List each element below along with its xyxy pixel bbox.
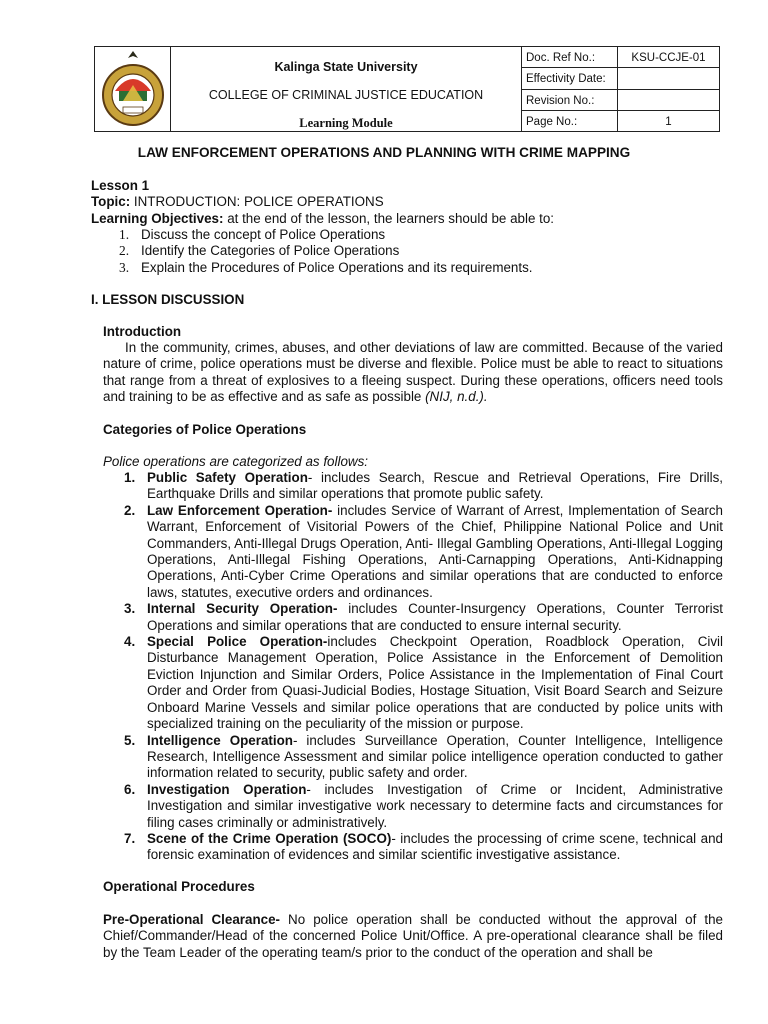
effectivity-date-row [522,68,719,89]
item-number: 7. [124,830,136,846]
item-number: 3. [124,601,136,617]
item-text: - includes Investigation of Crime or Incident, Administrative Investigation and similar investigative work necessary to determine facts and circumstances for filing cases criminally or administratively. [147,781,723,830]
topic-line [91,194,723,210]
item-number: 1. [119,227,130,242]
intro-paragraph [103,340,723,406]
list-item [124,601,723,634]
college-name: COLLEGE OF CRIMINAL JUSTICE EDUCATION [208,88,484,102]
item-text: - includes the processing of crime scene, technical and forensic examination of evidences and similar scientific investigative assistance. [147,830,723,863]
categories-list [124,470,723,864]
field-label: Revision No.: [522,90,618,110]
list-item [124,470,723,503]
clearance-text: No police operation shall be conducted without the approval of the Chief/Commander/Head of the concerned Police Unit/Office. A pre-operational clearance shall be filed by the Team Leader of the operating team/s prior to the conduct of the operation and shall be [103,912,723,960]
list-item [124,831,723,864]
objectives-label: Learning Objectives: [91,210,224,226]
list-item [119,227,719,243]
item-number: 6. [124,781,136,797]
item-text: includes Counter-Insurgency Operations, Counter Terrorist Operations and similar operations that are conducted to ensure internal security. [147,601,723,633]
revision-row [522,90,719,111]
item-name: Internal Security Operation- [147,601,338,617]
field-value: KSU-CCJE-01 [631,52,706,64]
objectives-intro: at the end of the lesson, the learners should be able to: [223,210,554,226]
categories-heading: Categories of Police Operations [103,422,307,437]
university-name: Kalinga State University [274,60,418,74]
document-header-table [94,46,720,132]
objectives-line [91,211,723,227]
list-item [124,733,723,782]
item-name: Public Safety Operation [147,470,308,485]
item-number: 5. [124,732,136,748]
page-number-row [522,111,719,131]
module-label: Learning Module [299,116,393,130]
item-text: Explain the Procedures of Police Operations and its requirements. [141,259,533,275]
field-value [618,90,719,110]
item-text: - includes Search, Rescue and Retrieval Operations, Fire Drills, Earthquake Drills and similar operations that promote public safety. [147,470,723,502]
item-text: Identify the Categories of Police Operations [141,243,400,259]
item-name: Law Enforcement Operation- [147,502,333,518]
topic-text: INTRODUCTION: POLICE OPERATIONS [130,194,384,210]
lesson-number: Lesson 1 [91,178,150,193]
categories-intro: Police operations are categorized as follows: [103,454,368,469]
clearance-label: Pre-Operational Clearance- [103,912,280,927]
item-number: 1. [124,470,136,485]
item-name: Investigation Operation [147,781,307,797]
topic-label: Topic: [91,194,131,210]
list-item [124,503,723,601]
section-heading: I. LESSON DISCUSSION [91,292,245,307]
item-text: Discuss the concept of Police Operations [141,227,386,242]
intro-heading: Introduction [103,324,182,339]
lesson-info [91,178,723,227]
intro-text: In the community, crimes, abuses, and other deviations of law are committed. Because of the varied nature of crime, police operations must be diverse and flexible. Police must be able to react to situations that range from a threat of explosives to a fleeing suspect. During these operations, officers need tools and training to be as effective and as safe as possible [103,340,723,405]
item-text: includes Service of Warrant of Arrest, Implementation of Search Warrant, Enforcement of Visitorial Powers of the Chief, Philippine National Police and Unit Commanders, Anti-Illegal Drugs Operation, Anti- Illegal Gambling Operations, Anti-Illegal Logging Operations, Anti-Illegal Fishing Operations, Anti-Carnapping Operations, Anti-Kidnapping Operations, Anti-Cyber Crime Operations and similar operations that are conducted to enforce laws, statutes, executive orders and ordinances. [147,502,724,600]
field-value: 1 [665,115,672,128]
field-value [618,68,719,88]
header-title-cell [171,47,522,131]
procedures-heading: Operational Procedures [103,879,255,894]
item-number: 2. [124,502,136,518]
item-number: 3. [119,259,130,275]
clearance-paragraph [103,912,723,961]
doc-ref-row [522,47,719,68]
university-seal-icon [101,49,165,129]
item-text: - includes Surveillance Operation, Counter Intelligence, Intelligence Research, Intelligence Assessment and similar police intelligence operation conducted to gather information related to security, public safety and order. [147,732,723,781]
item-number: 4. [124,634,136,650]
field-label: Doc. Ref No.: [522,47,618,67]
item-name: Special Police Operation- [147,634,328,650]
intro-citation: (NIJ, n.d.). [421,389,488,405]
list-item [119,243,719,259]
document-control-fields [522,47,719,131]
objectives-list [119,227,719,276]
item-name: Scene of the Crime Operation (SOCO) [147,830,392,846]
list-item [124,782,723,831]
item-number: 2. [119,243,130,259]
item-text: includes Checkpoint Operation, Roadblock Operation, Civil Disturbance Management Operation, Police Assistance in the Enforcement of Demolition Eviction Injunction and Similar Orders, Police Assistance in the Implementation of Final Court Order and Order from Quasi-Judicial Bodies, Hostage Situation, Visit Board Search and Seizure Onboard Marine Vessels and similar police operations that are conducted by police units with specialized training on the peculiarity of the mission or purpose. [147,634,723,732]
list-item [124,634,723,732]
item-name: Intelligence Operation [147,732,293,748]
document-title: LAW ENFORCEMENT OPERATIONS AND PLANNING WITH CRIME MAPPING [137,145,631,160]
field-label: Page No.: [522,111,618,131]
list-item [119,260,719,276]
logo-cell [95,47,171,131]
field-label: Effectivity Date: [522,68,618,88]
